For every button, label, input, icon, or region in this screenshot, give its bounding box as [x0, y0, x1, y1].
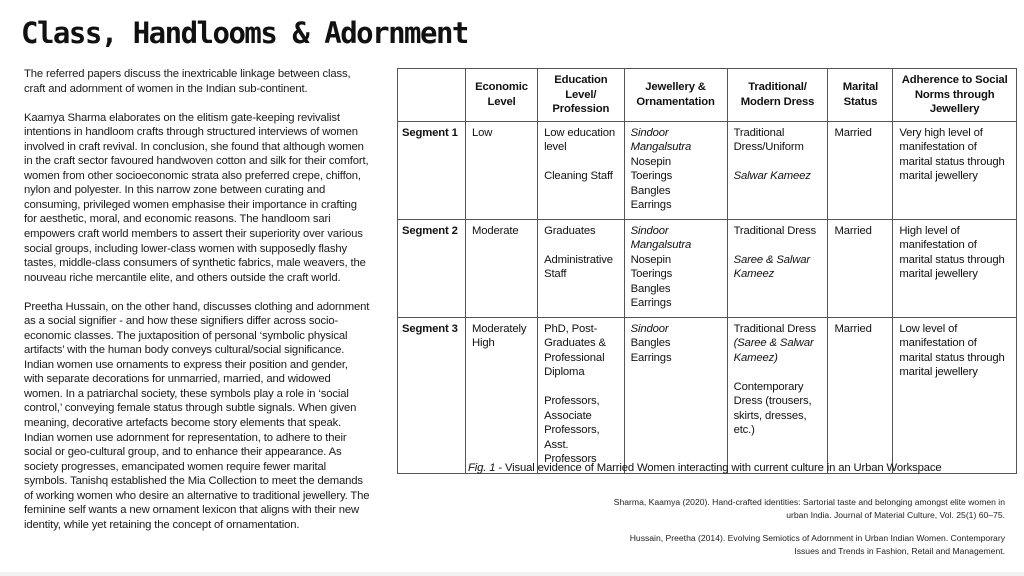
intro-paragraph: Preetha Hussain, on the other hand, discusses clothing and adornment as a social signifier - and how these signifiers differ across socio-economic classes. The juxtaposition of personal ‘symbolic physical artifacts’ with the human body conveys cultural/social significance. Indian women use ornaments to express their position and gender, with separate decorations for unmarried, married, and widowed women. In a patriarchal society, these symbols play a role in ‘social control,’ conveying female status through subtle signals. When given meaning, decorative artefacts become story elements that speak. Indian women use adornment for representation, to adhere to their social or geo-cultural group, and to enhance their appearance. As society progresses, emancipated women require fewer marital symbols. Tanishq established the Mia Collection to meet the demands of working women who desire an alternative to traditional jewellery. The feminine self wants a new ornament lexicon that aligns with their new identity, while yet retaining the concept of ornamentation.	[24, 300, 370, 531]
adherence-cell: High level of manifestation of marital status through marital jewellery	[893, 219, 1017, 317]
reference-item: Hussain, Preetha (2014). Evolving Semiotics of Adornment in Urban Indian Women. Contemporary Issues and Trends in Fashion, Retail and Management.	[629, 533, 1005, 556]
marital-status-cell: Married	[828, 317, 893, 473]
education-level: Graduates	[544, 224, 596, 237]
header-dress: Traditional/ Modern Dress	[727, 69, 828, 122]
intro-paragraph: Kaamya Sharma elaborates on the elitism gate-keeping revivalist intentions in handloom crafts through structured interviews of women involved in craft revival. In conclusion, she found that although women in the craft sector favoured handwoven cotton and silk for their comfort, women from other socioeconomic strata also preferred crepe, chiffon, nylon and polyester. In this narrow zone between curating and consuming, privileged women emphasise their importance in crafting for aesthetic, moral, and economic reasons. The handloom sari empowers craft world members to assert their superiority over various social groups, including lower-class women with supposedly flashy tastes, middle-class consumers of synthetic fabrics, male weavers, the nouveau riche mercantile elite, and others outside the craft world.	[24, 111, 369, 284]
adherence-cell: Low level of manifestation of marital status through marital jewellery	[893, 317, 1017, 473]
segment-label: Segment 2	[398, 219, 466, 317]
education-cell	[538, 121, 625, 219]
figure-label: Fig. 1	[468, 462, 496, 474]
segment-label: Segment 1	[398, 121, 466, 219]
economic-level-cell: Low	[465, 121, 537, 219]
dress-detail: (Saree & Salwar Kameez)	[733, 337, 814, 364]
table-row	[398, 219, 1017, 317]
jewellery-item: Nosepin	[630, 253, 671, 266]
jewellery-item: Toerings	[630, 268, 673, 280]
jewellery-cell	[624, 121, 727, 219]
figure-caption	[468, 462, 941, 474]
reference-item: Sharma, Kaamya (2020). Hand-crafted identities: Sartorial taste and belonging amongst elite women in urban India. Journal of Material Culture, Vol. 25(1) 60–75.	[613, 497, 1005, 520]
table-row	[398, 121, 1017, 219]
jewellery-item: Earrings	[630, 351, 672, 364]
marital-status-cell: Married	[828, 121, 893, 219]
jewellery-item: Sindoor	[630, 224, 669, 237]
references	[605, 496, 1005, 568]
page-title: Class, Handlooms & Adornment	[21, 16, 468, 50]
education-level: Low education level	[544, 126, 615, 153]
jewellery-item: Toerings	[630, 170, 673, 182]
jewellery-item: Mangalsutra	[630, 141, 692, 153]
header-marital-status: Marital Status	[828, 69, 893, 122]
segment-label: Segment 3	[398, 317, 466, 473]
dress-type: Traditional Dress	[733, 322, 816, 335]
jewellery-cell	[624, 317, 727, 473]
jewellery-cell	[624, 219, 727, 317]
table-row	[398, 317, 1017, 473]
header-education: Education Level/ Profession	[538, 69, 625, 122]
intro-text	[24, 67, 370, 547]
profession: Cleaning Staff	[544, 170, 613, 182]
education-level: PhD, Post-Graduates & Professional Diploma	[544, 322, 606, 378]
dress-cell	[727, 219, 828, 317]
segments-table	[397, 68, 1017, 474]
dress-detail: Salwar Kameez	[733, 170, 811, 182]
intro-paragraph: The referred papers discuss the inextricable linkage between class, craft and adornment of women in the Indian sub-continent.	[24, 68, 351, 95]
jewellery-item: Sindoor	[630, 322, 669, 335]
header-jewellery: Jewellery & Ornamentation	[624, 69, 727, 122]
education-cell	[538, 317, 625, 473]
jewellery-item: Sindoor	[630, 126, 669, 139]
dress-cell	[727, 121, 828, 219]
dress-detail: Saree & Salwar Kameez	[733, 253, 810, 280]
economic-level-cell: Moderate	[465, 219, 537, 317]
profession: Professors, Associate Professors, Asst. Professors	[544, 395, 600, 465]
header-adherence: Adherence to Social Norms through Jewellery	[893, 69, 1017, 122]
jewellery-item: Bangles	[630, 282, 671, 295]
table-header-row	[398, 69, 1017, 122]
dress-type: Traditional Dress/Uniform	[733, 126, 804, 153]
bottom-divider	[0, 572, 1024, 576]
adherence-cell: Very high level of manifestation of marital status through marital jewellery	[893, 121, 1017, 219]
jewellery-item: Mangalsutra	[630, 239, 692, 251]
header-economic-level: Economic Level	[465, 69, 537, 122]
jewellery-item: Earrings	[630, 297, 672, 309]
dress-extra: Contemporary Dress (trousers, skirts, dresses, etc.)	[733, 380, 812, 436]
figure-caption-text: - Visual evidence of Married Women interacting with current culture in an Urban Workspace	[495, 462, 942, 474]
jewellery-item: Bangles	[630, 337, 671, 349]
marital-status-cell: Married	[828, 219, 893, 317]
dress-cell	[727, 317, 828, 473]
jewellery-item: Nosepin	[630, 155, 671, 168]
jewellery-item: Bangles	[630, 184, 671, 197]
jewellery-item: Earrings	[630, 199, 672, 211]
header-cell	[398, 69, 466, 122]
education-cell	[538, 219, 625, 317]
dress-type: Traditional Dress	[733, 224, 816, 237]
profession: Administrative Staff	[544, 253, 613, 280]
economic-level-cell: Moderately High	[465, 317, 537, 473]
